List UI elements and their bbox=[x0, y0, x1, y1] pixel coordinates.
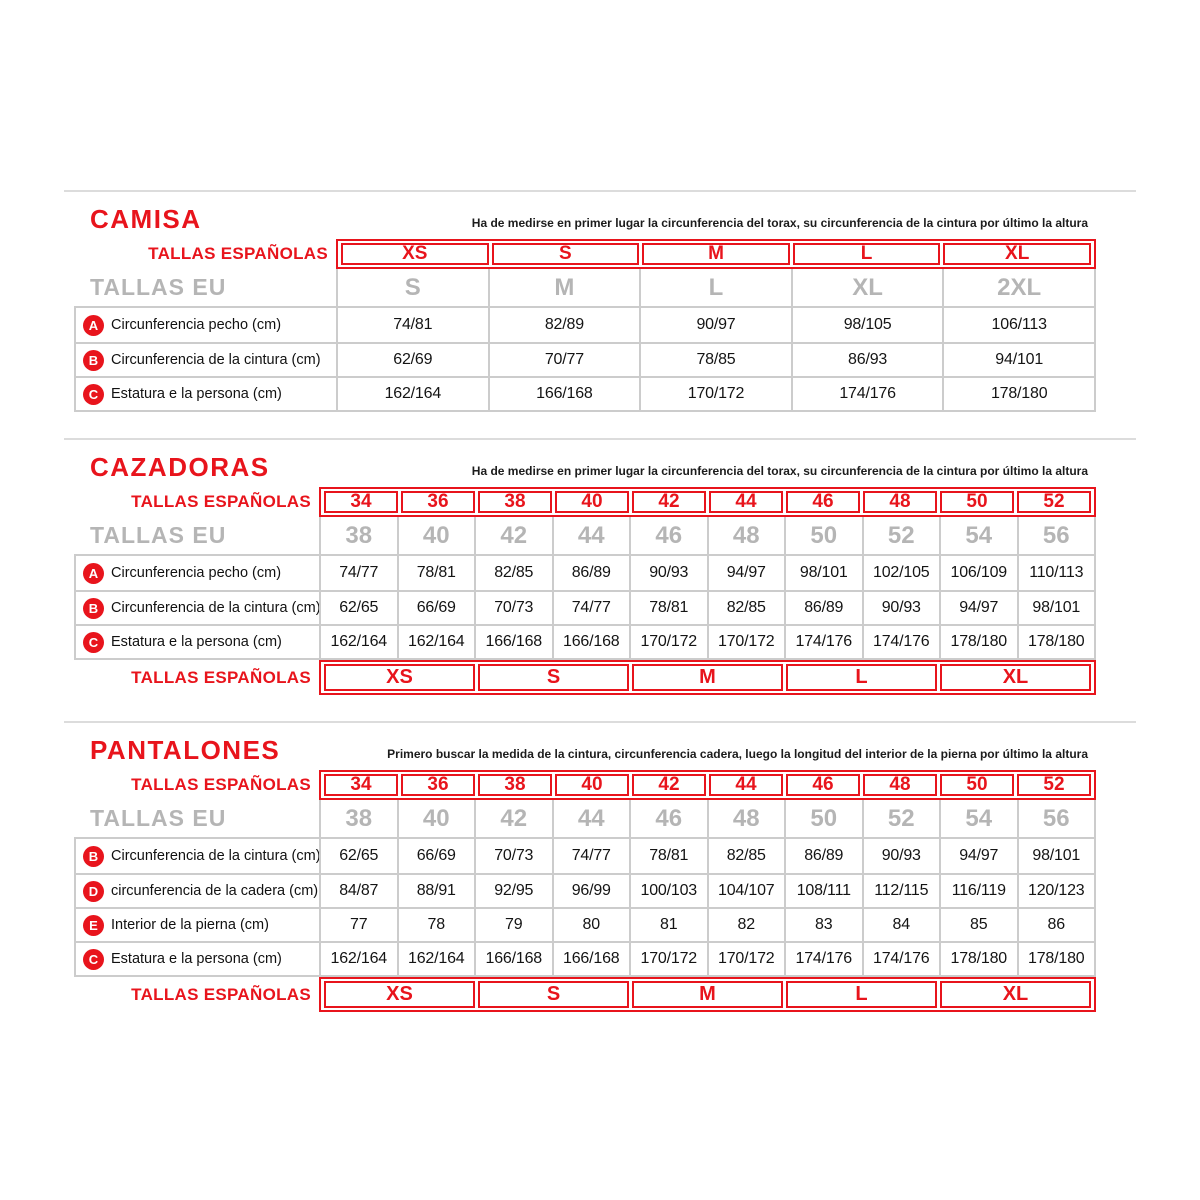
eu-size-cell: 2XL bbox=[942, 269, 1096, 306]
measure-value-cell: 174/176 bbox=[862, 626, 940, 658]
measure-value-cell: 96/99 bbox=[552, 875, 630, 907]
measure-value-cell: 82 bbox=[707, 909, 785, 941]
measure-value-cell: 174/176 bbox=[784, 943, 862, 975]
measure-value-cell: 116/119 bbox=[939, 875, 1017, 907]
camisa-es-sizes-label-cell bbox=[74, 239, 336, 269]
measure-badge: E bbox=[83, 915, 104, 936]
measure-value-cell: 74/77 bbox=[552, 592, 630, 624]
measure-value-cell: 108/111 bbox=[784, 875, 862, 907]
eu-size-cell: 48 bbox=[707, 800, 785, 837]
es-size-cell: XL bbox=[943, 243, 1091, 265]
es-sizes-cells bbox=[336, 239, 1096, 269]
eu-sizes-label: TALLAS EU bbox=[90, 805, 227, 831]
measure-value-cell: 83 bbox=[784, 909, 862, 941]
measure-label-cell bbox=[76, 875, 319, 907]
measure-value-cell: 94/97 bbox=[939, 592, 1017, 624]
es-size-cell: 34 bbox=[324, 491, 398, 513]
pantalones-eu-sizes-row bbox=[74, 800, 1096, 837]
measure-value-cell: 88/91 bbox=[397, 875, 475, 907]
es-size-cell: 46 bbox=[786, 491, 860, 513]
pantalones-header bbox=[74, 736, 1096, 764]
es-size-cell: 44 bbox=[709, 774, 783, 796]
measure-value-cell: 178/180 bbox=[1017, 626, 1095, 658]
section-divider bbox=[64, 721, 1136, 723]
es-sizes-label: TALLAS ESPAÑOLAS bbox=[131, 667, 311, 687]
section-pantalones bbox=[74, 736, 1096, 1038]
measure-value-cell: 78/81 bbox=[629, 839, 707, 873]
eu-size-cell: 44 bbox=[552, 517, 630, 554]
measure-row bbox=[76, 308, 1094, 342]
es-size-cell: S bbox=[492, 243, 640, 265]
es-size-cell: L bbox=[786, 664, 937, 691]
measure-label: Circunferencia pecho (cm) bbox=[111, 565, 282, 581]
measure-label: Estatura e la persona (cm) bbox=[111, 951, 282, 967]
es-sizes-label: TALLAS ESPAÑOLAS bbox=[131, 775, 311, 794]
measure-row bbox=[76, 624, 1094, 658]
pantalones-es-sizes-bottom-row bbox=[74, 977, 1096, 1012]
measure-label: Circunferencia de la cintura (cm) bbox=[111, 848, 321, 864]
pantalones-measures-grid bbox=[74, 837, 1096, 977]
measure-value-cell: 166/168 bbox=[552, 943, 630, 975]
measure-row bbox=[76, 342, 1094, 376]
measure-value-cell: 94/97 bbox=[707, 556, 785, 590]
es-size-cell: 42 bbox=[632, 774, 706, 796]
cazadoras-header bbox=[74, 453, 1096, 481]
measure-value-cell: 162/164 bbox=[319, 943, 397, 975]
measure-value-cell: 84 bbox=[862, 909, 940, 941]
measure-label-cell bbox=[76, 556, 319, 590]
measure-value-cell: 62/69 bbox=[336, 344, 488, 376]
eu-size-cell: M bbox=[488, 269, 640, 306]
cazadoras-es-sizes-bottom-row bbox=[74, 660, 1096, 695]
measure-label-cell bbox=[76, 943, 319, 975]
pantalones-instruction: Primero buscar la medida de la cintura, circunferencia cadera, luego la longitud del interior de la pierna por último la altura bbox=[387, 747, 1088, 761]
measure-value-cell: 170/172 bbox=[639, 378, 791, 410]
measure-label-cell bbox=[76, 909, 319, 941]
measure-value-cell: 98/105 bbox=[791, 308, 943, 342]
cazadoras-title: CAZADORAS bbox=[90, 452, 270, 482]
es-size-cell: 36 bbox=[401, 491, 475, 513]
eu-sizes-cells bbox=[336, 269, 1096, 306]
measure-value-cell: 174/176 bbox=[791, 378, 943, 410]
es-sizes-label: TALLAS ESPAÑOLAS bbox=[148, 244, 328, 263]
measure-value-cell: 86/89 bbox=[784, 839, 862, 873]
measure-label: Interior de la pierna (cm) bbox=[111, 917, 269, 933]
measure-badge: B bbox=[83, 598, 104, 619]
measure-label-cell bbox=[76, 344, 336, 376]
measure-value-cell: 78/81 bbox=[629, 592, 707, 624]
measure-value-cell: 86/89 bbox=[784, 592, 862, 624]
measure-value-cell: 86 bbox=[1017, 909, 1095, 941]
measure-value-cell: 70/73 bbox=[474, 592, 552, 624]
measure-value-cell: 66/69 bbox=[397, 839, 475, 873]
measure-value-cell: 106/109 bbox=[939, 556, 1017, 590]
measure-value-cell: 79 bbox=[474, 909, 552, 941]
es-size-cell: 52 bbox=[1017, 774, 1091, 796]
camisa-es-sizes-row bbox=[74, 239, 1096, 269]
es-size-cell: XL bbox=[940, 664, 1091, 691]
section-camisa bbox=[74, 205, 1096, 438]
es-size-cell: M bbox=[642, 243, 790, 265]
measure-label-cell bbox=[76, 839, 319, 873]
measure-values bbox=[319, 839, 1094, 873]
measure-values bbox=[319, 909, 1094, 941]
measure-value-cell: 90/93 bbox=[629, 556, 707, 590]
measure-value-cell: 86/93 bbox=[791, 344, 943, 376]
eu-size-cell: 40 bbox=[397, 517, 475, 554]
measure-value-cell: 66/69 bbox=[397, 592, 475, 624]
measure-value-cell: 70/73 bbox=[474, 839, 552, 873]
measure-value-cell: 94/97 bbox=[939, 839, 1017, 873]
es-size-cell: 50 bbox=[940, 774, 1014, 796]
camisa-header bbox=[74, 205, 1096, 233]
measure-label: Estatura e la persona (cm) bbox=[111, 634, 282, 650]
es-size-cell: M bbox=[632, 664, 783, 691]
eu-size-cell: 52 bbox=[862, 800, 940, 837]
measure-value-cell: 77 bbox=[319, 909, 397, 941]
es-size-cell: 44 bbox=[709, 491, 783, 513]
pantalones-es-sizes-row bbox=[74, 770, 1096, 800]
measure-value-cell: 102/105 bbox=[862, 556, 940, 590]
es-size-cell: 50 bbox=[940, 491, 1014, 513]
measure-value-cell: 85 bbox=[939, 909, 1017, 941]
measure-value-cell: 82/85 bbox=[707, 839, 785, 873]
measure-value-cell: 166/168 bbox=[488, 378, 640, 410]
cazadoras-eu-sizes-row bbox=[74, 517, 1096, 554]
measure-value-cell: 166/168 bbox=[474, 626, 552, 658]
measure-value-cell: 170/172 bbox=[629, 943, 707, 975]
cazadoras-es-sizes-bottom-label-cell bbox=[74, 660, 319, 695]
measure-value-cell: 62/65 bbox=[319, 839, 397, 873]
measure-values bbox=[319, 592, 1094, 624]
measure-value-cell: 74/81 bbox=[336, 308, 488, 342]
measure-value-cell: 178/180 bbox=[942, 378, 1094, 410]
measure-row bbox=[76, 907, 1094, 941]
es-sizes-bottom-cells bbox=[319, 660, 1096, 695]
measure-value-cell: 170/172 bbox=[629, 626, 707, 658]
eu-size-cell: L bbox=[639, 269, 791, 306]
measure-values bbox=[319, 556, 1094, 590]
es-size-cell: 38 bbox=[478, 491, 552, 513]
measure-value-cell: 92/95 bbox=[474, 875, 552, 907]
measure-label: Circunferencia pecho (cm) bbox=[111, 317, 282, 333]
measure-badge: B bbox=[83, 846, 104, 867]
eu-size-cell: 50 bbox=[784, 800, 862, 837]
measure-value-cell: 90/93 bbox=[862, 592, 940, 624]
measure-value-cell: 178/180 bbox=[939, 626, 1017, 658]
measure-value-cell: 82/85 bbox=[707, 592, 785, 624]
measure-row bbox=[76, 873, 1094, 907]
measure-badge: C bbox=[83, 949, 104, 970]
eu-size-cell: 38 bbox=[319, 517, 397, 554]
measure-value-cell: 74/77 bbox=[319, 556, 397, 590]
measure-value-cell: 80 bbox=[552, 909, 630, 941]
eu-size-cell: 46 bbox=[629, 517, 707, 554]
measure-values bbox=[319, 626, 1094, 658]
measure-value-cell: 62/65 bbox=[319, 592, 397, 624]
measure-value-cell: 94/101 bbox=[942, 344, 1094, 376]
es-sizes-label: TALLAS ESPAÑOLAS bbox=[131, 984, 311, 1004]
content-wrapper bbox=[64, 190, 1136, 1038]
measure-row bbox=[76, 556, 1094, 590]
es-size-cell: XS bbox=[324, 664, 475, 691]
measure-value-cell: 98/101 bbox=[784, 556, 862, 590]
measure-value-cell: 70/77 bbox=[488, 344, 640, 376]
es-sizes-bottom-cells bbox=[319, 977, 1096, 1012]
cazadoras-measures-grid bbox=[74, 554, 1096, 660]
es-size-cell: XL bbox=[940, 981, 1091, 1008]
measure-row bbox=[76, 590, 1094, 624]
measure-value-cell: 100/103 bbox=[629, 875, 707, 907]
measure-value-cell: 178/180 bbox=[1017, 943, 1095, 975]
camisa-eu-sizes-label-cell bbox=[74, 269, 336, 306]
measure-value-cell: 74/77 bbox=[552, 839, 630, 873]
measure-values bbox=[319, 943, 1094, 975]
eu-sizes-label: TALLAS EU bbox=[90, 522, 227, 548]
es-size-cell: 40 bbox=[555, 491, 629, 513]
pantalones-title: PANTALONES bbox=[90, 735, 281, 765]
section-divider bbox=[64, 438, 1136, 440]
cazadoras-instruction: Ha de medirse en primer lugar la circunferencia del torax, su circunferencia de la cintura por último la altura bbox=[471, 464, 1088, 478]
measure-value-cell: 104/107 bbox=[707, 875, 785, 907]
es-size-cell: 48 bbox=[863, 491, 937, 513]
eu-size-cell: 56 bbox=[1017, 517, 1097, 554]
measure-value-cell: 174/176 bbox=[862, 943, 940, 975]
measure-value-cell: 78 bbox=[397, 909, 475, 941]
eu-size-cell: 44 bbox=[552, 800, 630, 837]
measure-value-cell: 162/164 bbox=[397, 626, 475, 658]
measure-value-cell: 178/180 bbox=[939, 943, 1017, 975]
measure-label-cell bbox=[76, 308, 336, 342]
section-cazadoras bbox=[74, 453, 1096, 721]
es-sizes-label: TALLAS ESPAÑOLAS bbox=[131, 492, 311, 511]
measure-badge: A bbox=[83, 315, 104, 336]
es-size-cell: L bbox=[793, 243, 941, 265]
measure-label: Circunferencia de la cintura (cm) bbox=[111, 600, 321, 616]
measure-row bbox=[76, 376, 1094, 410]
eu-size-cell: 46 bbox=[629, 800, 707, 837]
measure-label: Circunferencia de la cintura (cm) bbox=[111, 352, 321, 368]
cazadoras-eu-sizes-label-cell bbox=[74, 517, 319, 554]
measure-row bbox=[76, 839, 1094, 873]
es-size-cell: S bbox=[478, 664, 629, 691]
measure-value-cell: 112/115 bbox=[862, 875, 940, 907]
measure-value-cell: 82/89 bbox=[488, 308, 640, 342]
eu-sizes-cells bbox=[319, 517, 1096, 554]
measure-label-cell bbox=[76, 378, 336, 410]
es-size-cell: 46 bbox=[786, 774, 860, 796]
measure-row bbox=[76, 941, 1094, 975]
eu-size-cell: 38 bbox=[319, 800, 397, 837]
measure-value-cell: 90/93 bbox=[862, 839, 940, 873]
eu-size-cell: 42 bbox=[474, 517, 552, 554]
measure-values bbox=[336, 344, 1094, 376]
measure-label: circunferencia de la cadera (cm) bbox=[111, 883, 319, 899]
measure-value-cell: 162/164 bbox=[319, 626, 397, 658]
cazadoras-es-sizes-label-cell bbox=[74, 487, 319, 517]
measure-value-cell: 174/176 bbox=[784, 626, 862, 658]
cazadoras-es-sizes-row bbox=[74, 487, 1096, 517]
eu-size-cell: XL bbox=[791, 269, 943, 306]
eu-size-cell: 40 bbox=[397, 800, 475, 837]
pantalones-es-sizes-bottom-label-cell bbox=[74, 977, 319, 1012]
eu-size-cell: 54 bbox=[939, 517, 1017, 554]
eu-sizes-cells bbox=[319, 800, 1096, 837]
measure-value-cell: 86/89 bbox=[552, 556, 630, 590]
section-divider bbox=[64, 190, 1136, 192]
eu-size-cell: 56 bbox=[1017, 800, 1097, 837]
measure-value-cell: 166/168 bbox=[552, 626, 630, 658]
measure-value-cell: 82/85 bbox=[474, 556, 552, 590]
pantalones-eu-sizes-label-cell bbox=[74, 800, 319, 837]
measure-value-cell: 78/81 bbox=[397, 556, 475, 590]
eu-size-cell: 54 bbox=[939, 800, 1017, 837]
measure-value-cell: 170/172 bbox=[707, 626, 785, 658]
measure-value-cell: 98/101 bbox=[1017, 592, 1095, 624]
measure-value-cell: 81 bbox=[629, 909, 707, 941]
measure-badge: B bbox=[83, 350, 104, 371]
eu-size-cell: 48 bbox=[707, 517, 785, 554]
measure-value-cell: 162/164 bbox=[397, 943, 475, 975]
measure-badge: D bbox=[83, 881, 104, 902]
measure-value-cell: 162/164 bbox=[336, 378, 488, 410]
measure-values bbox=[336, 308, 1094, 342]
camisa-instruction: Ha de medirse en primer lugar la circunferencia del torax, su circunferencia de la cintura por último la altura bbox=[471, 216, 1088, 230]
measure-badge: C bbox=[83, 384, 104, 405]
camisa-eu-sizes-row bbox=[74, 269, 1096, 306]
pantalones-es-sizes-label-cell bbox=[74, 770, 319, 800]
es-size-cell: M bbox=[632, 981, 783, 1008]
measure-label-cell bbox=[76, 592, 319, 624]
measure-value-cell: 166/168 bbox=[474, 943, 552, 975]
es-size-cell: 52 bbox=[1017, 491, 1091, 513]
measure-badge: A bbox=[83, 563, 104, 584]
measure-value-cell: 78/85 bbox=[639, 344, 791, 376]
es-size-cell: XS bbox=[341, 243, 489, 265]
es-size-cell: XS bbox=[324, 981, 475, 1008]
es-sizes-cells bbox=[319, 487, 1096, 517]
measure-value-cell: 84/87 bbox=[319, 875, 397, 907]
measure-value-cell: 106/113 bbox=[942, 308, 1094, 342]
es-sizes-cells bbox=[319, 770, 1096, 800]
measure-value-cell: 120/123 bbox=[1017, 875, 1095, 907]
measure-value-cell: 98/101 bbox=[1017, 839, 1095, 873]
measure-label-cell bbox=[76, 626, 319, 658]
measure-badge: C bbox=[83, 632, 104, 653]
camisa-measures-grid bbox=[74, 306, 1096, 412]
measure-values bbox=[319, 875, 1094, 907]
measure-values bbox=[336, 378, 1094, 410]
eu-size-cell: 50 bbox=[784, 517, 862, 554]
eu-size-cell: 42 bbox=[474, 800, 552, 837]
eu-size-cell: 52 bbox=[862, 517, 940, 554]
eu-sizes-label: TALLAS EU bbox=[90, 274, 227, 300]
measure-value-cell: 90/97 bbox=[639, 308, 791, 342]
eu-size-cell: S bbox=[336, 269, 488, 306]
es-size-cell: 40 bbox=[555, 774, 629, 796]
es-size-cell: 34 bbox=[324, 774, 398, 796]
measure-value-cell: 110/113 bbox=[1017, 556, 1095, 590]
es-size-cell: 36 bbox=[401, 774, 475, 796]
measure-label: Estatura e la persona (cm) bbox=[111, 386, 282, 402]
es-size-cell: 48 bbox=[863, 774, 937, 796]
measure-value-cell: 170/172 bbox=[707, 943, 785, 975]
es-size-cell: L bbox=[786, 981, 937, 1008]
camisa-title: CAMISA bbox=[90, 204, 202, 234]
es-size-cell: S bbox=[478, 981, 629, 1008]
es-size-cell: 38 bbox=[478, 774, 552, 796]
es-size-cell: 42 bbox=[632, 491, 706, 513]
